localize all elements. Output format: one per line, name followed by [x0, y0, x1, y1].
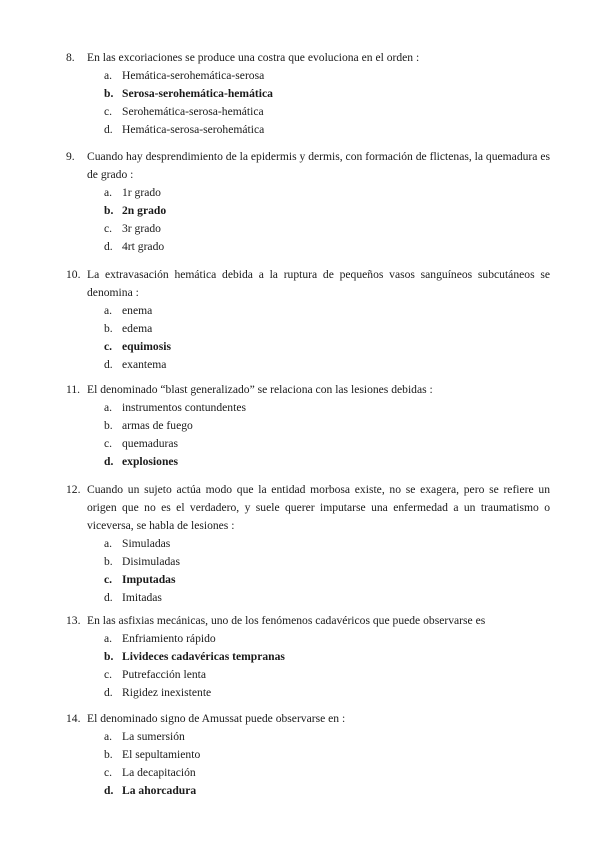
- option-letter: a.: [104, 632, 113, 645]
- option-letter: b.: [104, 203, 114, 217]
- option-c: [104, 103, 550, 121]
- option-letter: b.: [104, 747, 113, 761]
- option-letter: d.: [104, 783, 114, 797]
- option-text: La ahorcadura: [122, 783, 197, 797]
- option-letter: b.: [104, 649, 114, 663]
- option-letter: a.: [104, 186, 113, 199]
- options-list: [104, 302, 550, 374]
- option-text: La sumersión: [122, 730, 185, 743]
- question-text: En las excoriaciones se produce una costra que evoluciona en el orden :: [87, 51, 420, 64]
- question-text: En las asfixias mecánicas, uno de los fenómenos cadavéricos que puede observarse es: [87, 614, 486, 627]
- options-list: [104, 184, 550, 256]
- option-text: 1r grado: [122, 186, 161, 199]
- option-text: 2n grado: [122, 203, 167, 217]
- option-letter: b.: [104, 86, 114, 100]
- option-text: exantema: [122, 357, 167, 371]
- option-letter: a.: [104, 401, 113, 414]
- option-a: [104, 535, 550, 553]
- option-letter: c.: [104, 572, 113, 586]
- option-a: [104, 728, 550, 746]
- option-letter: c.: [104, 765, 113, 779]
- question-number: 10.: [66, 268, 81, 281]
- options-list: [104, 67, 550, 139]
- option-letter: d.: [104, 454, 114, 468]
- options-list: [104, 535, 550, 607]
- option-a: [104, 399, 550, 417]
- option-d: [104, 238, 550, 256]
- option-text: enema: [122, 304, 153, 317]
- option-d: [104, 121, 550, 139]
- option-text: Putrefacción lenta: [122, 667, 207, 681]
- option-text: Simuladas: [122, 537, 171, 550]
- question-text: Cuando un sujeto actúa modo que la entidad morbosa existe, no se exagera, pero se refiere un origen que no es el verdadero, y suele querer imputarse una enfermedad a un traumatismo o viceversa, se habla de lesiones :: [87, 483, 550, 532]
- option-c: [104, 764, 550, 782]
- option-text: equimosis: [122, 339, 171, 353]
- question-9: [66, 148, 550, 256]
- option-c-correct: [104, 338, 550, 356]
- options-list: [104, 399, 550, 471]
- option-d: [104, 684, 550, 702]
- option-d: [104, 589, 550, 607]
- option-b-correct: [104, 648, 550, 666]
- option-letter: d.: [104, 357, 113, 371]
- question-12: [66, 481, 550, 607]
- option-text: Imputadas: [122, 572, 176, 586]
- option-a: [104, 630, 550, 648]
- option-d: [104, 356, 550, 374]
- option-text: 3r grado: [122, 221, 161, 235]
- option-letter: b.: [104, 418, 113, 432]
- option-c: [104, 666, 550, 684]
- option-text: Livideces cadavéricas tempranas: [122, 649, 285, 663]
- option-text: Imitadas: [122, 590, 162, 604]
- option-c: [104, 220, 550, 238]
- option-text: quemaduras: [122, 436, 179, 450]
- option-a: [104, 302, 550, 320]
- question-14: [66, 710, 550, 800]
- option-b-correct: [104, 85, 550, 103]
- question-number: 11.: [66, 383, 81, 396]
- option-b: [104, 553, 550, 571]
- question-number: 9.: [66, 150, 75, 163]
- option-d-correct: [104, 453, 550, 471]
- option-letter: d.: [104, 685, 113, 699]
- option-letter: a.: [104, 537, 113, 550]
- option-text: La decapitación: [122, 765, 196, 779]
- option-letter: c.: [104, 436, 113, 450]
- option-letter: d.: [104, 590, 113, 604]
- option-b: [104, 417, 550, 435]
- option-text: Rigidez inexistente: [122, 685, 212, 699]
- option-text: El sepultamiento: [122, 747, 201, 761]
- option-text: Enfriamiento rápido: [122, 632, 216, 645]
- question-text: El denominado “blast generalizado” se relaciona con las lesiones debidas :: [87, 383, 433, 396]
- question-text: El denominado signo de Amussat puede observarse en :: [87, 712, 346, 725]
- option-letter: d.: [104, 122, 113, 136]
- options-list: [104, 630, 550, 702]
- question-text: La extravasación hemática debida a la ruptura de pequeños vasos sanguíneos subcutáneos se denomina :: [87, 268, 550, 299]
- option-a: [104, 184, 550, 202]
- question-10: [66, 266, 550, 374]
- option-text: edema: [122, 321, 153, 335]
- option-letter: c.: [104, 221, 113, 235]
- option-text: instrumentos contundentes: [122, 401, 246, 414]
- option-text: explosiones: [122, 454, 179, 468]
- option-letter: c.: [104, 104, 113, 118]
- option-a: [104, 67, 550, 85]
- option-letter: a.: [104, 730, 113, 743]
- question-13: [66, 612, 550, 702]
- question-8: [66, 49, 550, 139]
- option-b-correct: [104, 202, 550, 220]
- option-text: Hemática-serosa-serohemática: [122, 122, 265, 136]
- option-letter: c.: [104, 339, 113, 353]
- option-letter: c.: [104, 667, 113, 681]
- option-letter: b.: [104, 554, 113, 568]
- option-b: [104, 320, 550, 338]
- option-d-correct: [104, 782, 550, 800]
- option-b: [104, 746, 550, 764]
- question-number: 8.: [66, 51, 75, 64]
- option-letter: b.: [104, 321, 113, 335]
- question-number: 12.: [66, 483, 81, 496]
- option-letter: d.: [104, 239, 113, 253]
- question-number: 13.: [66, 614, 81, 627]
- option-letter: a.: [104, 304, 113, 317]
- option-text: Hemática-serohemática-serosa: [122, 69, 265, 82]
- options-list: [104, 728, 550, 800]
- option-c-correct: [104, 571, 550, 589]
- option-text: Serosa-serohemática-hemática: [122, 86, 273, 100]
- option-c: [104, 435, 550, 453]
- question-number: 14.: [66, 712, 81, 725]
- option-text: 4rt grado: [122, 239, 165, 253]
- option-text: Disimuladas: [122, 554, 180, 568]
- option-text: Serohemática-serosa-hemática: [122, 104, 264, 118]
- option-letter: a.: [104, 69, 113, 82]
- question-11: [66, 381, 550, 471]
- option-text: armas de fuego: [122, 418, 193, 432]
- question-text: Cuando hay desprendimiento de la epidermis y dermis, con formación de flictenas, la quemadura es de grado :: [87, 150, 550, 181]
